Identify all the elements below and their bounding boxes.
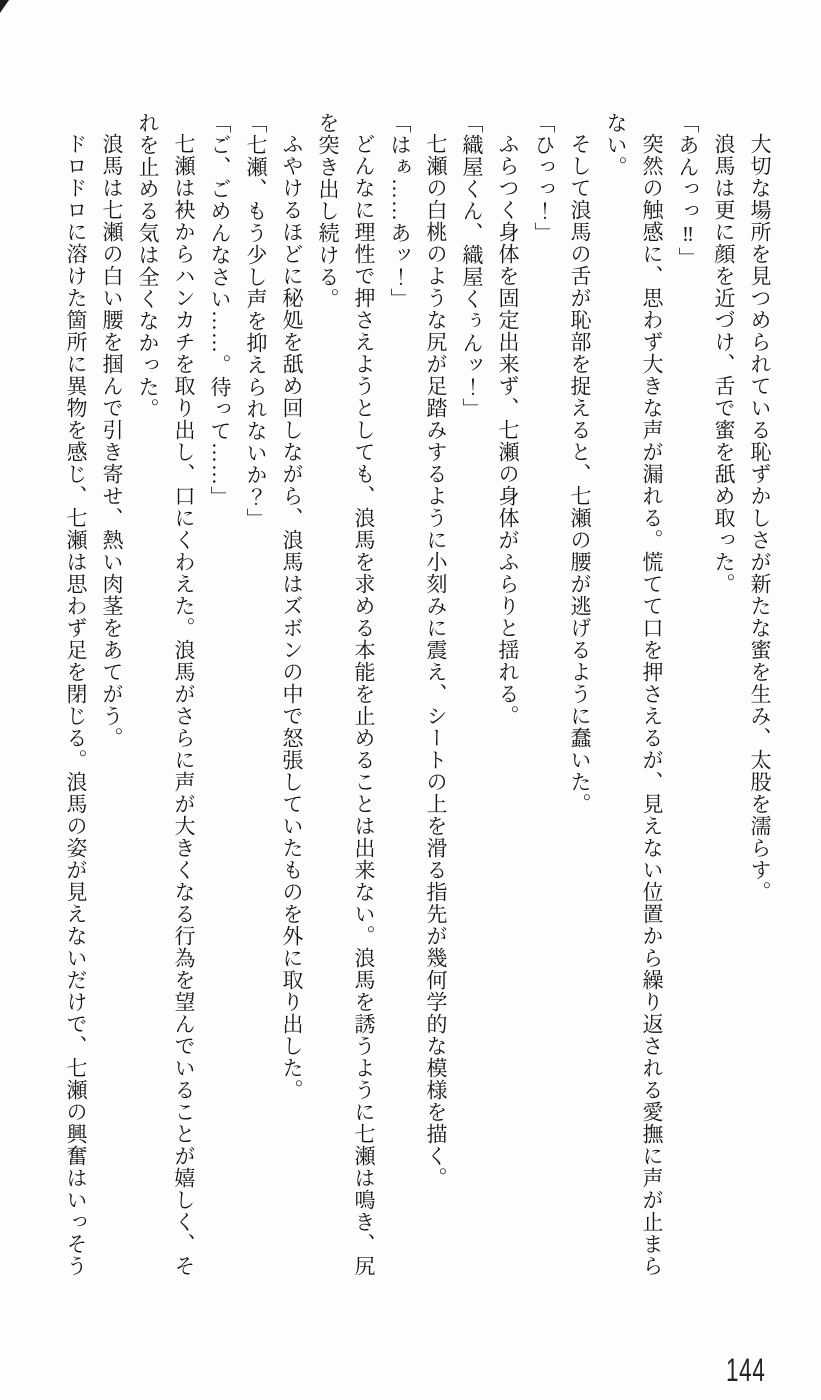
paragraph: 浪馬は七瀬の白い腰を掴んで引き寄せ、熱い肉茎をあてがう。 [100, 133, 124, 749]
page-text [58, 112, 778, 1282]
scan-artifact [0, 0, 9, 13]
paragraph: どんなに理性で押さえようとしても、浪馬を求める本能を止めることは出来ない。浪馬を誘うように七瀬は鳴き、尻を突き出し続ける。 [316, 112, 376, 1277]
dialogue-line: 「七瀬、もう少し声を抑えられないか？」 [244, 112, 268, 530]
dialogue-line: 「ご、ごめんなさい……。待って……」 [208, 112, 232, 508]
paragraph: ふらつく身体を固定出来ず、七瀬の身体がふらりと揺れる。 [496, 133, 520, 727]
paragraph: 七瀬の白桃のような尻が足踏みするように小刻みに震え、シートの上を滑る指先が幾何学的な模様を描く。 [424, 133, 448, 1189]
dialogue-line: 「あんっっ‼」 [676, 112, 700, 269]
dialogue-line: 「織屋くん、織屋くぅんッ！」 [460, 112, 484, 420]
dialogue-line: 「ひっっ！」 [532, 112, 556, 244]
paragraph: 大切な場所を見つめられている恥ずかしさが新たな蜜を生み、太股を濡らす。 [748, 133, 772, 903]
paragraph: 浪馬は更に顔を近づけ、舌で蜜を舐め取った。 [712, 133, 736, 595]
dialogue-line: 「はぁ……あッ！」 [388, 112, 412, 310]
page-number: 144 [726, 1352, 766, 1388]
paragraph: 七瀬は袂からハンカチを取り出し、口にくわえた。浪馬がさらに声が大きくなる行為を望んでいることが嬉しく、それを止める気は全くなかった。 [136, 112, 196, 1277]
paragraph: ふやけるほどに秘処を舐め回しながら、浪馬はズボンの中で怒張していたものを外に取り出した。 [280, 133, 304, 1101]
paragraph: そして浪馬の舌が恥部を捉えると、七瀬の腰が逃げるように蠢いた。 [568, 133, 592, 815]
paragraph: ドロドロに溶けた箇所に異物を感じ、七瀬は思わず足を閉じる。浪馬の姿が見えないだけで、七瀬の興奮はいっそう [64, 133, 88, 1277]
paragraph: 突然の触感に、思わず大きな声が漏れる。慌てて口を押さえるが、見えない位置から繰り返される愛撫に声が止まらない。 [604, 112, 664, 1277]
